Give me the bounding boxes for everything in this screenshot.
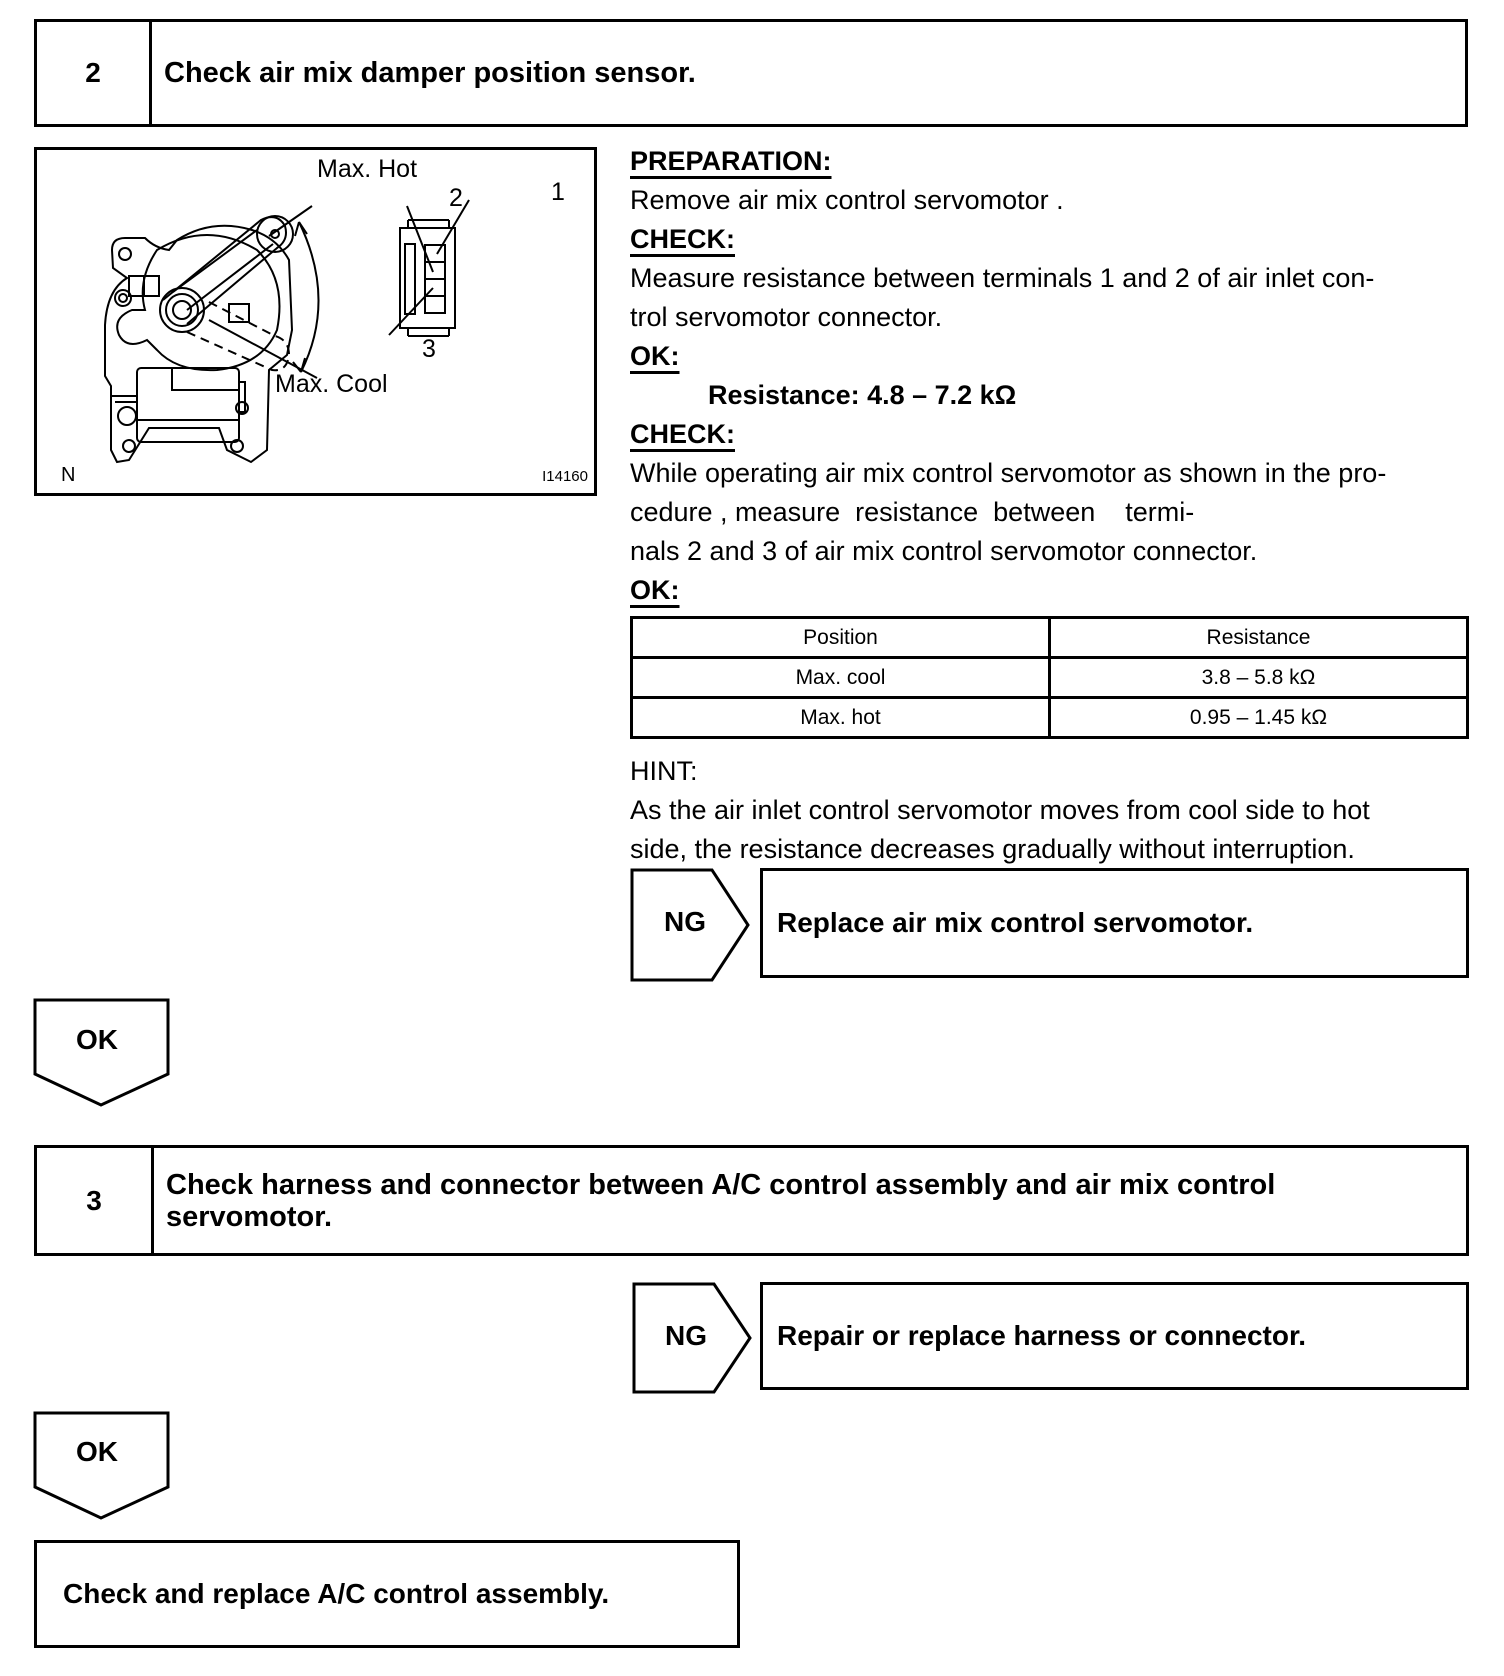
label-max-cool: Max. Cool xyxy=(275,370,388,398)
check-text-1-line-1: Measure resistance between terminals 1 and 2 of air inlet con- xyxy=(630,263,1375,293)
check-text-2-line-2: cedure , measure resistance between termi- xyxy=(630,497,1195,527)
table-row xyxy=(632,658,1468,698)
ok-heading-1: OK: xyxy=(630,341,680,371)
motor-block xyxy=(137,368,239,442)
table-header-cell: Resistance xyxy=(1050,618,1468,658)
step-title-line-1: Check harness and connector between A/C control assembly and air mix control xyxy=(166,1168,1276,1201)
table-cell: 0.95 – 1.45 kΩ xyxy=(1050,698,1468,738)
terminal-label-3: 3 xyxy=(422,335,436,363)
check-heading-2: CHECK: xyxy=(630,419,735,449)
preparation-text: Remove air mix control servomotor . xyxy=(630,185,1064,215)
step-2-header xyxy=(34,19,1468,127)
step-number: 3 xyxy=(37,1148,154,1253)
ok-label-1: OK xyxy=(76,1024,118,1055)
figure-id: I14160 xyxy=(542,468,588,485)
ng-label-2: NG xyxy=(665,1320,707,1351)
table-header-row xyxy=(632,618,1468,658)
step-3-header xyxy=(34,1145,1469,1256)
table-header-cell: Position xyxy=(632,618,1050,658)
table-cell: Max. cool xyxy=(632,658,1050,698)
hint-text-line-2: side, the resistance decreases gradually without interruption. xyxy=(630,834,1355,864)
step-title: Check air mix damper position sensor. xyxy=(164,57,696,89)
ok-heading-2: OK: xyxy=(630,575,680,605)
ng-action-box-1 xyxy=(760,868,1469,978)
terminal-label-1: 1 xyxy=(551,178,565,206)
mount-hole xyxy=(118,407,136,425)
table-cell: 3.8 – 5.8 kΩ xyxy=(1050,658,1468,698)
check-text-2-line-3: nals 2 and 3 of air mix control servomotor connector. xyxy=(630,536,1258,566)
check-text-1-line-2: trol servomotor connector. xyxy=(630,302,943,332)
check-heading-1: CHECK: xyxy=(630,224,735,254)
ng-action-text-2: Repair or replace harness or connector. xyxy=(777,1320,1307,1351)
step-title-line-2: servomotor. xyxy=(166,1200,332,1233)
terminal-label-2: 2 xyxy=(449,184,463,212)
hint-heading: HINT: xyxy=(630,756,698,786)
ng-action-box-2 xyxy=(760,1282,1469,1390)
damper-lever xyxy=(163,217,286,324)
mount-hole xyxy=(119,294,127,302)
step-number: 2 xyxy=(37,22,152,124)
resistance-table xyxy=(630,616,1469,739)
rotation-arc xyxy=(299,222,319,372)
table-row xyxy=(632,698,1468,738)
servomotor-figure xyxy=(34,147,597,496)
mount-hole xyxy=(123,440,135,452)
final-action-box xyxy=(34,1540,740,1648)
check-text-2-line-1: While operating air mix control servomotor as shown in the pro- xyxy=(630,458,1387,488)
procedure-block-1 xyxy=(630,142,1470,610)
mount-hole xyxy=(119,248,131,260)
hint-block xyxy=(630,752,1470,869)
figure-corner-mark: N xyxy=(61,464,76,486)
resistance-spec: Resistance: 4.8 – 7.2 kΩ xyxy=(708,380,1017,410)
terminal-2-leader xyxy=(407,206,433,272)
ok-label-2: OK xyxy=(76,1436,118,1467)
ng-action-text-1: Replace air mix control servomotor. xyxy=(777,907,1254,938)
label-max-hot: Max. Hot xyxy=(317,155,418,183)
hint-text-line-1: As the air inlet control servomotor moves from cool side to hot xyxy=(630,795,1370,825)
step-title xyxy=(154,1148,1466,1253)
servomotor-diagram xyxy=(37,150,594,493)
final-action-text: Check and replace A/C control assembly. xyxy=(63,1578,610,1609)
ng-label-1: NG xyxy=(664,906,706,937)
table-cell: Max. hot xyxy=(632,698,1050,738)
preparation-heading: PREPARATION: xyxy=(630,146,832,176)
